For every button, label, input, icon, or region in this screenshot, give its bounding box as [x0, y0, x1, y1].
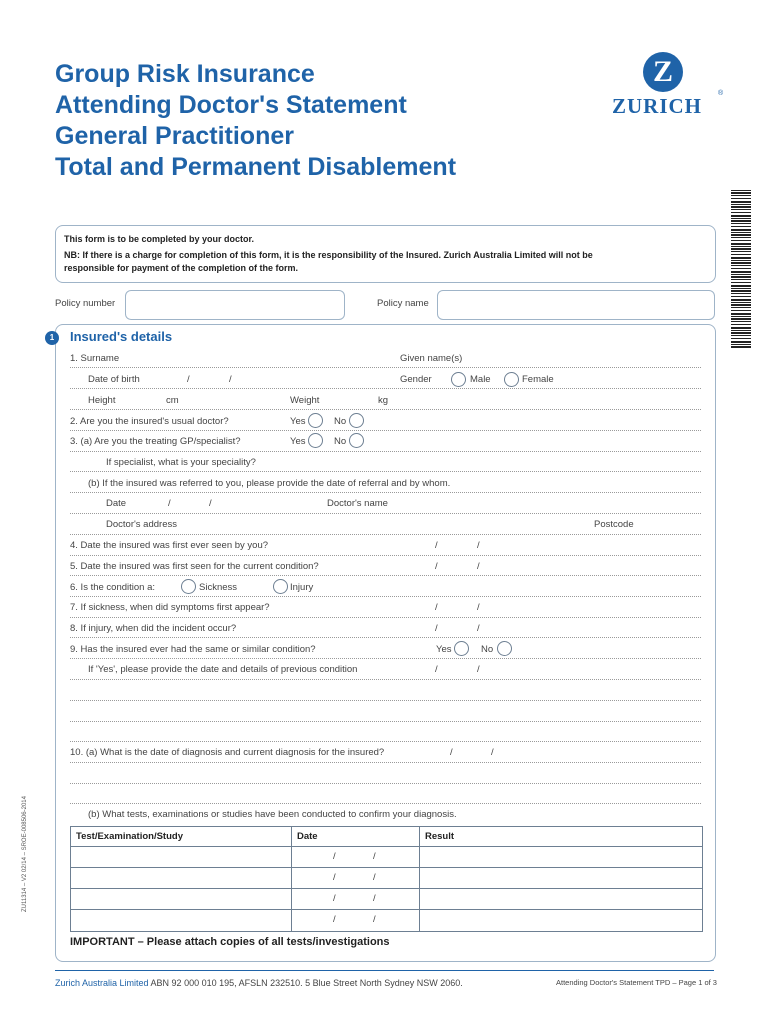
- q3a-yes-radio[interactable]: [308, 433, 323, 448]
- q10a-separator: /: [491, 747, 494, 758]
- section-number-badge: 1: [45, 331, 59, 345]
- table-date-separator: /: [373, 851, 376, 862]
- q10b-label: (b) What tests, examinations or studies have been conducted to confirm your diagnosis.: [88, 809, 457, 820]
- q6-label: 6. Is the condition a:: [70, 582, 156, 593]
- q3b-label: (b) If the insured was referred to you, please provide the date of referral and by whom.: [88, 478, 451, 489]
- form-title-line-2: Attending Doctor's Statement: [55, 91, 407, 119]
- table-date-separator: /: [333, 914, 336, 925]
- height-label: Height: [88, 395, 116, 406]
- q9-no-label: No: [481, 644, 494, 655]
- q2-label: 2. Are you the insured's usual doctor?: [70, 416, 229, 427]
- injury-radio[interactable]: [273, 579, 288, 594]
- q3a-label: 3. (a) Are you the treating GP/specialist?: [70, 436, 241, 447]
- specialty-field[interactable]: [70, 471, 701, 472]
- q9-yes-radio[interactable]: [454, 641, 469, 656]
- q8-field[interactable]: [70, 637, 701, 638]
- specialty-label: If specialist, what is your speciality?: [106, 457, 256, 468]
- footer-company-name: Zurich Australia Limited: [55, 978, 149, 988]
- table-header-test: Test/Examination/Study: [76, 831, 183, 842]
- q10a-separator: /: [450, 747, 453, 758]
- q9-label: 9. Has the insured ever had the same or similar condition?: [70, 644, 316, 655]
- q10a-field[interactable]: [70, 783, 701, 784]
- q9-no-radio[interactable]: [497, 641, 512, 656]
- table-divider: [71, 846, 702, 847]
- sickness-label: Sickness: [199, 582, 238, 593]
- footer-page-info: Attending Doctor's Statement TPD – Page 1 of 3: [556, 978, 717, 987]
- q4-label: 4. Date the insured was first ever seen by you?: [70, 540, 269, 551]
- q5-field[interactable]: [70, 575, 701, 576]
- gender-label: Gender: [400, 374, 432, 385]
- q4-separator: /: [435, 540, 438, 551]
- female-radio[interactable]: [504, 372, 519, 387]
- notice-line-3: responsible for payment of the completion of the form.: [64, 263, 299, 273]
- important-note: IMPORTANT – Please attach copies of all tests/investigations: [70, 936, 390, 948]
- referral-date-separator: /: [168, 498, 171, 509]
- q10a-field[interactable]: [70, 803, 701, 804]
- q3a-yes-label: Yes: [290, 436, 306, 447]
- notice-line-2: NB: If there is a charge for completion of this form, it is the responsibility of the Insured. Zurich Australia Limited will not be: [64, 250, 593, 260]
- section-title: Insured's details: [70, 329, 173, 344]
- dob-separator: /: [229, 374, 232, 385]
- q2-no-label: No: [334, 416, 347, 427]
- table-divider: [419, 827, 420, 931]
- q9-details-label: If 'Yes', please provide the date and details of previous condition: [88, 664, 358, 675]
- policy-name-input[interactable]: [437, 290, 715, 320]
- notice-box: [55, 225, 716, 283]
- referral-date-field[interactable]: [70, 513, 701, 514]
- q9-details-separator: /: [477, 664, 480, 675]
- table-date-separator: /: [373, 872, 376, 883]
- q9-yes-label: Yes: [436, 644, 452, 655]
- table-divider: [71, 909, 702, 910]
- table-divider: [71, 867, 702, 868]
- sickness-radio[interactable]: [181, 579, 196, 594]
- q4-separator: /: [477, 540, 480, 551]
- dob-label: Date of birth: [88, 374, 140, 385]
- q3a-no-radio[interactable]: [349, 433, 364, 448]
- male-radio[interactable]: [451, 372, 466, 387]
- weight-unit: kg: [378, 395, 389, 406]
- policy-number-label: Policy number: [55, 298, 116, 309]
- q4-field[interactable]: [70, 555, 701, 556]
- q5-separator: /: [477, 561, 480, 572]
- tests-table: [70, 826, 703, 932]
- table-divider: [291, 827, 292, 931]
- policy-name-label: Policy name: [377, 298, 429, 309]
- q10a-field[interactable]: [70, 762, 701, 763]
- q10a-label: 10. (a) What is the date of diagnosis and current diagnosis for the insured?: [70, 747, 385, 758]
- female-label: Female: [522, 374, 554, 385]
- table-date-separator: /: [373, 893, 376, 904]
- notice-line-1: This form is to be completed by your doctor.: [64, 234, 255, 244]
- q2-yes-label: Yes: [290, 416, 306, 427]
- q9-details-field[interactable]: [70, 700, 701, 701]
- q2-no-radio[interactable]: [349, 413, 364, 428]
- injury-label: Injury: [290, 582, 314, 593]
- referral-date-label: Date: [106, 498, 127, 509]
- q2-line: [70, 430, 701, 431]
- height-weight-field[interactable]: [70, 409, 701, 410]
- table-header-result: Result: [425, 831, 455, 842]
- q3a-no-label: No: [334, 436, 347, 447]
- q7-separator: /: [435, 602, 438, 613]
- height-unit: cm: [166, 395, 179, 406]
- logo-wordmark: ZURICH: [612, 94, 703, 118]
- q9-details-field[interactable]: [70, 679, 701, 680]
- form-title-line-1: Group Risk Insurance: [55, 60, 315, 88]
- q6-line: [70, 596, 701, 597]
- q9-details-field[interactable]: [70, 721, 701, 722]
- weight-label: Weight: [290, 395, 320, 406]
- q5-label: 5. Date the insured was first seen for the current condition?: [70, 561, 319, 572]
- footer-company-details: ABN 92 000 010 195, AFSLN 232510. 5 Blue Street North Sydney NSW 2060.: [148, 978, 463, 988]
- male-label: Male: [470, 374, 491, 385]
- q3a-line: [70, 451, 701, 452]
- given-names-label: Given name(s): [400, 353, 463, 364]
- logo-registered-mark: ®: [718, 90, 724, 97]
- q9-details-field[interactable]: [70, 741, 701, 742]
- q9-line: [70, 658, 701, 659]
- q8-label: 8. If injury, when did the incident occur?: [70, 623, 237, 634]
- referral-date-separator: /: [209, 498, 212, 509]
- table-date-separator: /: [333, 851, 336, 862]
- q7-field[interactable]: [70, 617, 701, 618]
- q8-separator: /: [435, 623, 438, 634]
- q7-separator: /: [477, 602, 480, 613]
- doctor-name-label: Doctor's name: [327, 498, 388, 509]
- dob-field[interactable]: [70, 388, 701, 389]
- q5-separator: /: [435, 561, 438, 572]
- doctor-address-label: Doctor's address: [106, 519, 177, 530]
- q9-details-separator: /: [435, 664, 438, 675]
- table-divider: [71, 888, 702, 889]
- zurich-logo-icon: [643, 52, 683, 92]
- footer-rule: [55, 970, 714, 971]
- q8-separator: /: [477, 623, 480, 634]
- form-title-line-3: General Practitioner: [55, 122, 294, 150]
- table-header-date: Date: [297, 831, 318, 842]
- table-date-separator: /: [333, 893, 336, 904]
- logo-letter: Z: [652, 55, 673, 88]
- q7-label: 7. If sickness, when did symptoms first appear?: [70, 602, 270, 613]
- barcode-icon: [731, 190, 751, 348]
- q2-yes-radio[interactable]: [308, 413, 323, 428]
- policy-number-input[interactable]: [125, 290, 345, 320]
- q3b-line: [70, 492, 701, 493]
- side-form-code: ZU11314 – V2 02/14 – SROE-008506-2014: [22, 796, 28, 912]
- form-title-line-4: Total and Permanent Disablement: [55, 153, 457, 181]
- table-date-separator: /: [333, 872, 336, 883]
- table-date-separator: /: [373, 914, 376, 925]
- surname-field[interactable]: [70, 367, 701, 368]
- surname-label: 1. Surname: [70, 353, 120, 364]
- doctor-address-field[interactable]: [70, 534, 701, 535]
- postcode-label: Postcode: [594, 519, 634, 530]
- footer-company: [55, 978, 463, 988]
- dob-separator: /: [187, 374, 190, 385]
